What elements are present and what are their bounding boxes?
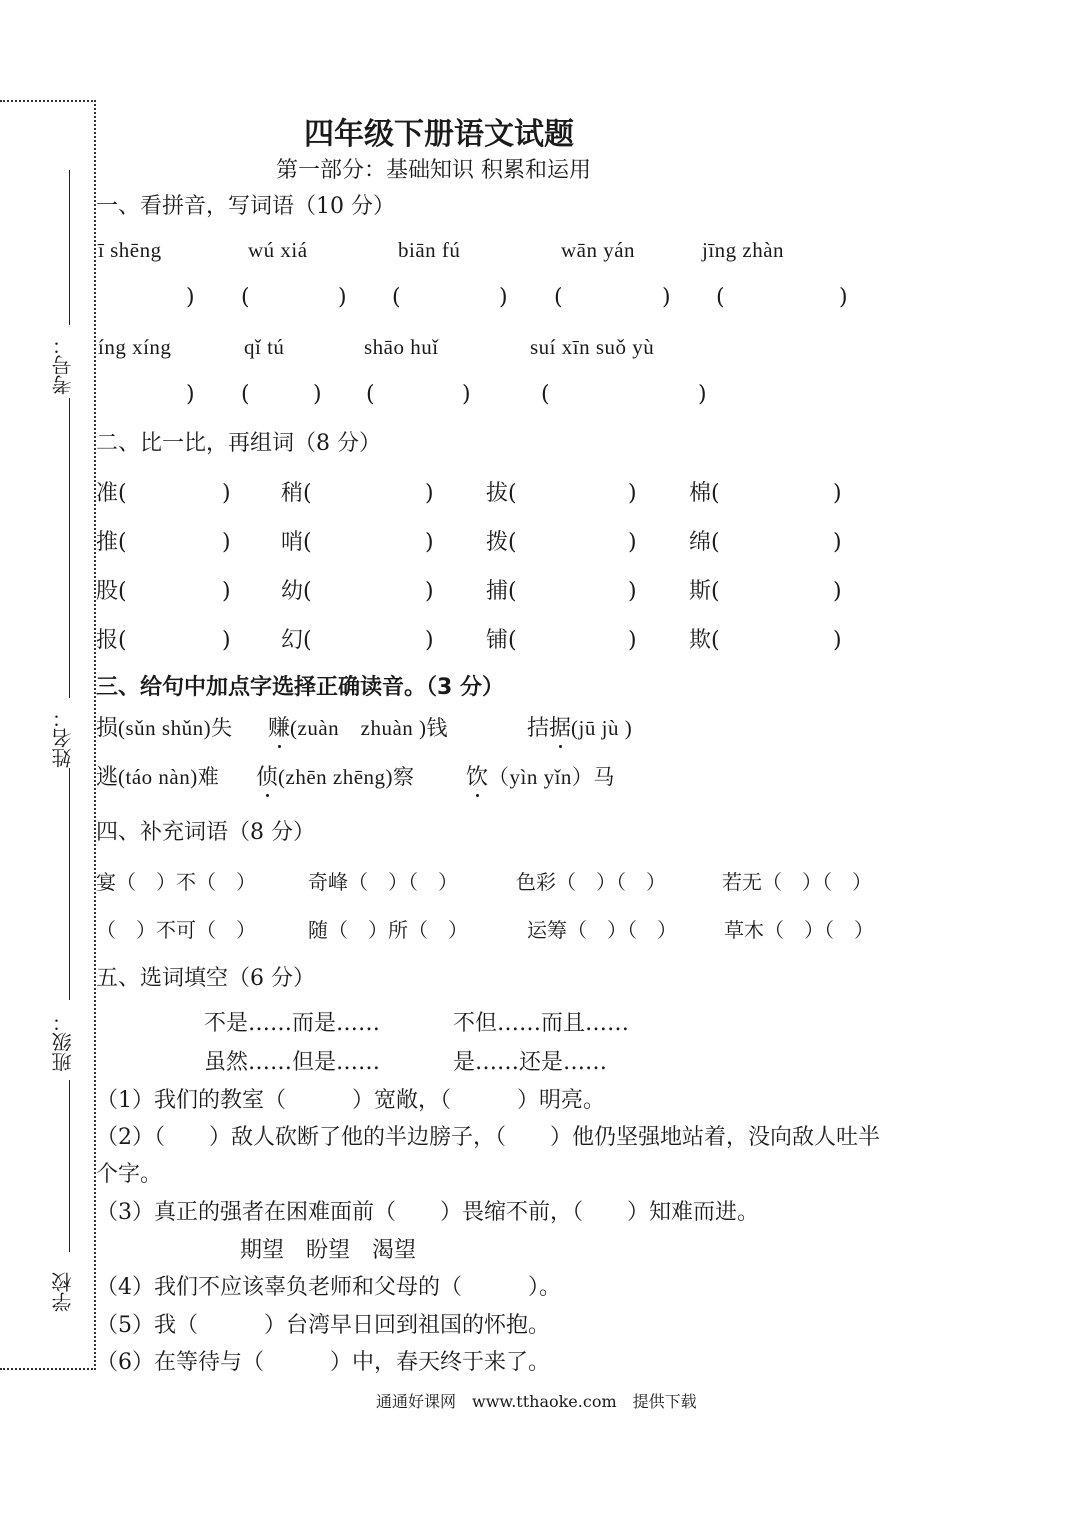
question-2: （2）（ ）敌人砍断了他的半边膀子，（ ）他仍坚强地站着，没向敌人吐半 xyxy=(96,1125,880,1150)
idiom-blank: 运筹（ ）（ ） xyxy=(527,918,677,942)
school-label: 学校 xyxy=(51,1272,75,1312)
idiom-blank: （ ）不可（ ） xyxy=(96,918,256,942)
reading-item: 拮据(jū jù ) xyxy=(527,716,633,741)
answer-bracket: ) xyxy=(222,530,231,555)
answer-bracket: ( xyxy=(554,285,563,310)
answer-bracket: ( xyxy=(366,382,375,407)
idiom-blank: 随（ ）所（ ） xyxy=(308,918,468,942)
answer-bracket: ( xyxy=(541,382,550,407)
answer-bracket: ) xyxy=(222,579,231,604)
name-label: 姓名： xyxy=(51,708,75,768)
compare-char: 准( xyxy=(96,481,127,506)
answer-bracket: ) xyxy=(628,530,637,555)
answer-bracket: ) xyxy=(833,530,842,555)
section-5-heading: 五、选词填空（6 分） xyxy=(96,966,315,991)
compare-char: 报( xyxy=(96,628,127,653)
question-2-continued: 个字。 xyxy=(96,1162,163,1187)
idiom-blank: 色彩（ ）（ ） xyxy=(516,870,666,894)
answer-bracket: ) xyxy=(628,481,637,506)
compare-char: 绵( xyxy=(689,530,720,555)
question-5: （5）我（ ）台湾早日回到祖国的怀抱。 xyxy=(96,1313,550,1338)
reading-item: 逃(táo nàn)难 xyxy=(96,765,220,790)
answer-bracket: ) xyxy=(222,628,231,653)
reading-item: 赚(zuàn zhuàn )钱 xyxy=(268,716,449,741)
compare-char: 稍( xyxy=(281,481,312,506)
name-line xyxy=(69,398,70,698)
reading-item: 损(sǔn shǔn)失 xyxy=(96,716,233,741)
answer-bracket: ) xyxy=(425,530,434,555)
school-line xyxy=(69,1080,70,1252)
word-option: 不但……而且…… xyxy=(453,1011,630,1036)
answer-bracket: ) xyxy=(313,382,322,407)
idiom-blank: 草木（ ）（ ） xyxy=(724,918,874,942)
answer-bracket: ) xyxy=(833,628,842,653)
section-2-heading: 二、比一比，再组词（8 分） xyxy=(96,431,381,456)
compare-char: 幼( xyxy=(281,579,312,604)
pinyin-4: wān yán xyxy=(561,238,636,262)
exam-no-label: 考号： xyxy=(51,335,75,395)
word-option: 不是……而是…… xyxy=(204,1011,381,1036)
reading-item: 饮（yìn yǐn）马 xyxy=(466,765,615,790)
pinyin-9: suí xīn suǒ yù xyxy=(530,335,655,359)
binding-margin-border xyxy=(0,100,96,1370)
question-3: （3）真正的强者在困难面前（ ）畏缩不前，（ ）知难而进。 xyxy=(96,1200,759,1225)
answer-bracket: ) xyxy=(425,579,434,604)
page-subtitle: 第一部分：基础知识 积累和运用 xyxy=(276,158,591,183)
answer-bracket: ) xyxy=(462,382,471,407)
reading-item: 侦(zhēn zhēng)察 xyxy=(256,765,415,790)
pinyin-8: shāo huǐ xyxy=(364,335,439,359)
compare-char: 幻( xyxy=(281,628,312,653)
word-option: 是……还是…… xyxy=(453,1050,608,1075)
answer-bracket: ) xyxy=(662,285,671,310)
pinyin-6: íng xíng xyxy=(98,335,172,359)
answer-bracket: ) xyxy=(833,579,842,604)
answer-bracket: ) xyxy=(425,628,434,653)
compare-char: 推( xyxy=(96,530,127,555)
footer-text: 通通好课网 www.tthaoke.com 提供下载 xyxy=(376,1392,697,1411)
class-line xyxy=(69,768,70,1000)
answer-bracket: ) xyxy=(698,382,707,407)
compare-char: 欺( xyxy=(689,628,720,653)
answer-bracket: ( xyxy=(716,285,725,310)
answer-bracket: ) xyxy=(186,285,195,310)
pinyin-7: qǐ tú xyxy=(244,335,285,359)
compare-char: 棉( xyxy=(689,481,720,506)
section-3-heading: 三、给句中加点字选择正确读音。（3 分） xyxy=(96,675,504,700)
compare-char: 哨( xyxy=(281,530,312,555)
answer-bracket: ) xyxy=(628,579,637,604)
answer-bracket: ) xyxy=(833,481,842,506)
answer-bracket: ) xyxy=(186,382,195,407)
idiom-blank: 若无（ ）（ ） xyxy=(722,870,872,894)
answer-bracket: ) xyxy=(839,285,848,310)
answer-bracket: ) xyxy=(222,481,231,506)
pinyin-3: biān fú xyxy=(398,238,461,262)
word-option-2: 期望 盼望 渴望 xyxy=(240,1238,417,1263)
answer-bracket: ) xyxy=(499,285,508,310)
question-6: （6）在等待与（ ）中，春天终于来了。 xyxy=(96,1350,550,1375)
compare-char: 股( xyxy=(96,579,127,604)
pinyin-2: wú xiá xyxy=(248,238,308,262)
compare-char: 拔( xyxy=(486,481,517,506)
answer-bracket: ( xyxy=(241,285,250,310)
question-4: （4）我们不应该辜负老师和父母的（ ）。 xyxy=(96,1275,561,1300)
class-label: 班级： xyxy=(51,1012,75,1072)
answer-bracket: ) xyxy=(338,285,347,310)
answer-bracket: ) xyxy=(628,628,637,653)
pinyin-5: jīng zhàn xyxy=(702,238,785,262)
idiom-blank: 宴（ ）不（ ） xyxy=(96,870,256,894)
answer-bracket: ( xyxy=(392,285,401,310)
answer-bracket: ( xyxy=(241,382,250,407)
exam-no-line xyxy=(69,170,70,325)
section-1-heading: 一、看拼音，写词语（10 分） xyxy=(96,194,395,219)
compare-char: 拨( xyxy=(486,530,517,555)
pinyin-1: ī shēng xyxy=(98,238,162,262)
answer-bracket: ) xyxy=(425,481,434,506)
page-title: 四年级下册语文试题 xyxy=(304,117,574,152)
compare-char: 斯( xyxy=(689,579,720,604)
idiom-blank: 奇峰（ ）（ ） xyxy=(308,870,458,894)
compare-char: 捕( xyxy=(486,579,517,604)
section-4-heading: 四、补充词语（8 分） xyxy=(96,820,315,845)
compare-char: 铺( xyxy=(486,628,517,653)
question-1: （1）我们的教室（ ）宽敞，（ ）明亮。 xyxy=(96,1088,605,1113)
word-option: 虽然……但是…… xyxy=(204,1050,381,1075)
